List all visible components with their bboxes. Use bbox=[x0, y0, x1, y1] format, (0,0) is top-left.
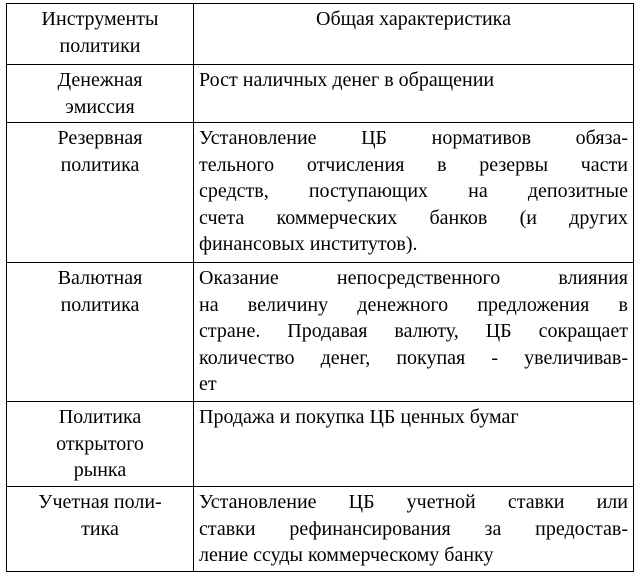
header-instrument bbox=[7, 4, 194, 65]
instrument-cell bbox=[7, 263, 194, 402]
characteristic-line: на величину денежного предложения в bbox=[199, 293, 628, 316]
characteristic-line: Рост наличных денег в обращении bbox=[199, 69, 495, 91]
characteristic-line: Оказание непосредственного влияния bbox=[199, 267, 628, 289]
characteristic-line: Установление ЦБ учетной ставки или bbox=[199, 491, 628, 513]
table-row bbox=[7, 402, 634, 487]
instrument-line: Резервная bbox=[57, 127, 143, 149]
characteristic-cell bbox=[194, 402, 634, 487]
characteristic-line: тельного отчисления в резервы части bbox=[199, 153, 628, 176]
characteristic-line: ставки рефинансирования за предостав- bbox=[199, 517, 628, 540]
characteristic-line: ет bbox=[199, 373, 217, 395]
table-row bbox=[7, 263, 634, 402]
characteristic-cell bbox=[194, 65, 634, 123]
characteristic-line: счета коммерческих банков (и других bbox=[199, 206, 628, 229]
instrument-line: эмиссия bbox=[65, 95, 135, 118]
table-header-row bbox=[7, 4, 634, 65]
table-row bbox=[7, 65, 634, 123]
characteristic-line: ление ссуды коммерческому банку bbox=[199, 544, 494, 566]
table-row bbox=[7, 123, 634, 263]
characteristic-cell bbox=[194, 263, 634, 402]
characteristic-line: стране. Продавая валюту, ЦБ сокращает bbox=[199, 320, 628, 342]
instrument-cell bbox=[7, 123, 194, 263]
instrument-line: политика bbox=[60, 153, 140, 176]
instrument-line: тика bbox=[81, 517, 119, 540]
instrument-line: политика bbox=[60, 293, 140, 316]
instrument-line: рынка bbox=[73, 459, 127, 481]
instrument-line: открытого bbox=[56, 432, 144, 455]
characteristic-line: Установление ЦБ нормативов обяза- bbox=[199, 127, 628, 149]
characteristic-line: средств, поступающих на депозитные bbox=[199, 180, 628, 202]
table-row bbox=[7, 487, 634, 572]
monetary-policy-table bbox=[6, 3, 634, 572]
header-characteristic bbox=[194, 4, 634, 65]
header-characteristic-text: Общая характеристика bbox=[316, 8, 511, 30]
characteristic-line: финансовых институтов). bbox=[199, 233, 418, 255]
header-instrument-line: Инструменты bbox=[41, 8, 159, 30]
instrument-line: Денежная bbox=[57, 69, 143, 91]
instrument-cell bbox=[7, 402, 194, 487]
characteristic-line: Продажа и покупка ЦБ ценных бумаг bbox=[199, 406, 519, 428]
header-instrument-line: политики bbox=[59, 34, 141, 57]
instrument-line: Политика bbox=[58, 406, 142, 428]
characteristic-line: количество денег, покупая - увеличивав- bbox=[199, 346, 628, 369]
instrument-line: Валютная bbox=[57, 267, 143, 289]
characteristic-cell bbox=[194, 487, 634, 572]
instrument-cell bbox=[7, 65, 194, 123]
characteristic-cell bbox=[194, 123, 634, 263]
instrument-cell bbox=[7, 487, 194, 572]
instrument-line: Учетная поли- bbox=[38, 491, 162, 513]
